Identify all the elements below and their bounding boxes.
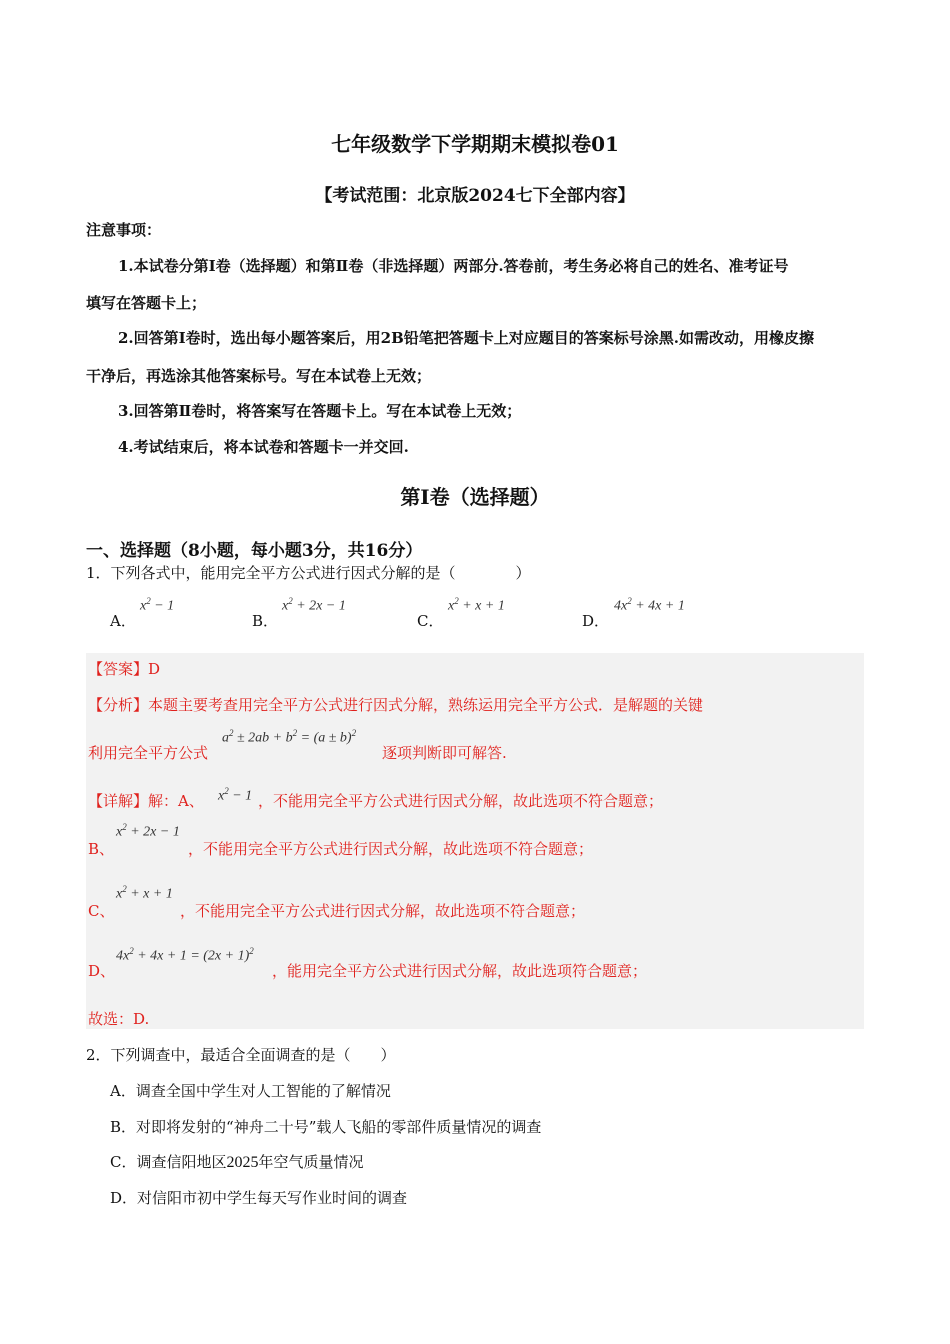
notice-item-3: 3.回答第Ⅱ卷时，将答案写在答题卡上。写在本试卷上无效； bbox=[118, 402, 522, 420]
analysis-line-2-post: 逐项判断即可解答. bbox=[382, 744, 507, 762]
q1-option-a-label: A． bbox=[110, 612, 136, 630]
q1-option-c-label: C． bbox=[417, 612, 444, 630]
detail-b-label: B、 bbox=[88, 840, 115, 858]
detail-d-expr: $4x^2 + 4x + 1 = (2x + 1)^2$ bbox=[116, 946, 254, 964]
q1-option-b-expr: $x^2 + 2x - 1$ bbox=[282, 596, 346, 614]
detail-c-expr: $x^2 + x + 1$ bbox=[116, 884, 173, 902]
analysis-line-2-pre: 利用完全平方公式 bbox=[88, 744, 209, 762]
q2-option-c: C．调查信阳地区2025年空气质量情况 bbox=[110, 1153, 364, 1171]
q2-option-b: B．对即将发射的“神舟二十号”载人飞船的零部件质量情况的调查 bbox=[110, 1118, 542, 1136]
detail-d-text: ，能用完全平方公式进行因式分解，故此选项符合题意； bbox=[272, 962, 648, 980]
detail-b-text: ，不能用完全平方公式进行因式分解，故此选项不符合题意； bbox=[188, 840, 594, 858]
part-1-title: 第I卷（选择题） bbox=[400, 485, 550, 509]
detail-b-expr: $x^2 + 2x - 1$ bbox=[116, 822, 180, 840]
q1-option-d-label: D． bbox=[582, 612, 610, 630]
q1-option-c-expr: $x^2 + x + 1$ bbox=[448, 596, 505, 614]
q1-option-b-label: B． bbox=[252, 612, 279, 630]
detail-c-text: ，不能用完全平方公式进行因式分解，故此选项不符合题意； bbox=[180, 902, 586, 920]
q2-option-a: A．调查全国中学生对人工智能的了解情况 bbox=[110, 1082, 391, 1100]
notice-item-1-line-2: 填写在答题卡上； bbox=[86, 294, 207, 312]
q1-option-a-expr: $x^2 - 1$ bbox=[140, 596, 175, 614]
exam-title: 七年级数学下学期期末模拟卷01 bbox=[331, 132, 619, 156]
detail-intro: 【详解】解：A、 bbox=[88, 792, 204, 810]
detail-c-label: C、 bbox=[88, 902, 115, 920]
question-1-stem: 1．下列各式中，能用完全平方公式进行因式分解的是（ ） bbox=[86, 564, 531, 582]
answer-line: 【答案】D bbox=[88, 660, 161, 678]
notice-item-4: 4.考试结束后，将本试卷和答题卡一并交回. bbox=[118, 438, 409, 456]
notice-heading: 注意事项： bbox=[86, 221, 162, 239]
exam-scope: 【考试范围：北京版2024七下全部内容】 bbox=[315, 186, 635, 206]
analysis-line-1: 【分析】本题主要考查用完全平方公式进行因式分解，熟练运用完全平方公式．是解题的关键 bbox=[88, 696, 704, 714]
notice-item-2-line-1: 2.回答第Ⅰ卷时，选出每小题答案后，用2B铅笔把答题卡上对应题目的答案标号涂黑.如需改动，用橡皮擦 bbox=[118, 329, 815, 347]
section-1-title: 一、选择题（8小题，每小题3分，共16分） bbox=[86, 541, 423, 561]
notice-item-2-line-2: 干净后，再选涂其他答案标号。写在本试卷上无效； bbox=[86, 367, 432, 385]
detail-conclusion: 故选：D. bbox=[88, 1010, 150, 1028]
detail-d-label: D、 bbox=[88, 962, 116, 980]
perfect-square-formula: $a^2 \pm 2ab + b^2 = (a \pm b)^2$ bbox=[222, 728, 357, 746]
detail-a-text: ，不能用完全平方公式进行因式分解，故此选项不符合题意； bbox=[258, 792, 664, 810]
q1-option-d-expr: $4x^2 + 4x + 1$ bbox=[614, 596, 685, 614]
q2-option-d: D．对信阳市初中学生每天写作业时间的调查 bbox=[110, 1189, 408, 1207]
notice-item-1-line-1: 1.本试卷分第Ⅰ卷（选择题）和第Ⅱ卷（非选择题）两部分.答卷前，考生务必将自己的姓名、准考证号 bbox=[118, 257, 789, 275]
question-2-stem: 2．下列调查中，最适合全面调查的是（ ） bbox=[86, 1046, 396, 1064]
detail-a-expr: $x^2 - 1$ bbox=[218, 786, 253, 804]
